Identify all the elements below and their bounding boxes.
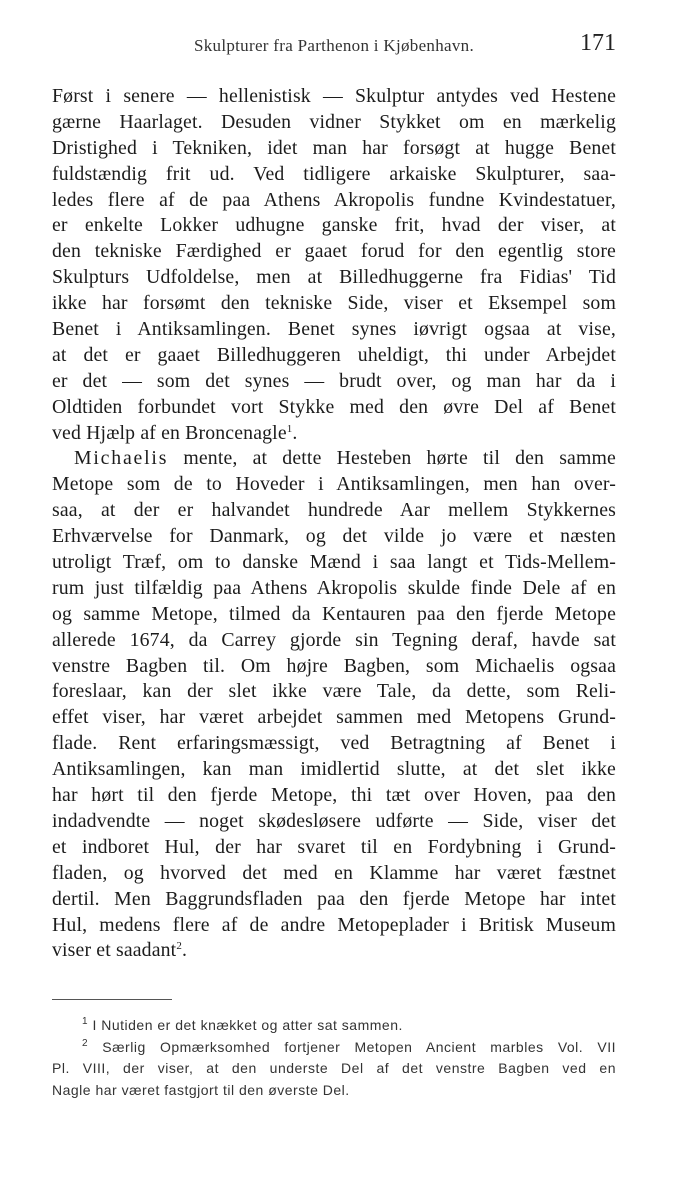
text-line: fuldstændig frit ud. Ved tidligere arkaiske Skulpturer, saa- bbox=[52, 162, 616, 185]
footnote-text: Særlig Opmærksomhed fortjener Metopen Ancient marbles Vol. VII bbox=[88, 1038, 616, 1055]
text-line: Metope som de to Hoveder i Antiksamlingen, men han over- bbox=[52, 473, 616, 496]
text-line: Benet i Antiksamlingen. Benet synes iøvrigt ogsaa at vise, bbox=[52, 318, 616, 341]
text-line: utroligt Træf, om to danske Mænd i saa langt et Tids-Mellem- bbox=[52, 551, 616, 574]
author-name-spaced: Michaelis bbox=[74, 447, 169, 470]
text-line: venstre Bagben til. Om højre Bagben, som Michaelis ogsaa bbox=[52, 654, 616, 677]
footnote-reference-2: 2 bbox=[176, 940, 182, 953]
text-line: fladen, og hvorved det med en Klamme har været fæstnet bbox=[52, 861, 616, 884]
page-number: 171 bbox=[580, 30, 616, 56]
text-line: og samme Metope, tilmed da Kentauren paa den fjerde Metope bbox=[52, 602, 616, 625]
text-line: er det — som det synes — brudt over, og man har da i bbox=[52, 369, 616, 392]
text-line: gærne Haarlaget. Desuden vidner Stykket om en mærkelig bbox=[52, 110, 616, 133]
text-segment: . bbox=[182, 939, 188, 962]
text-line: allerede 1674, da Carrey gjorde sin Tegning deraf, havde sat bbox=[52, 628, 616, 651]
text-segment: viser et saadant bbox=[52, 939, 177, 962]
text-segment: ved Hjælp af en Broncenagle bbox=[52, 421, 287, 444]
text-line: Oldtiden forbundet vort Stykke med den øvre Del af Benet bbox=[52, 395, 616, 418]
body-text bbox=[52, 84, 616, 964]
text-segment: mente, at dette Hesteben hørte til den samme bbox=[168, 447, 616, 470]
text-line: dertil. Men Baggrundsfladen paa den fjerde Metope har intet bbox=[52, 887, 616, 910]
text-line: foreslaar, kan der slet ikke være Tale, da dette, som Reli- bbox=[52, 680, 616, 703]
text-line-paragraph-end bbox=[52, 421, 616, 447]
text-line: ikke har forsømt den tekniske Side, viser et Eksempel som bbox=[52, 292, 616, 315]
footnote-text: I Nutiden er det knækket og atter sat sammen. bbox=[88, 1017, 403, 1034]
text-line: et indboret Hul, der har svaret til en Fordybning i Grund- bbox=[52, 835, 616, 858]
text-line-paragraph-end bbox=[52, 938, 616, 964]
footnote-marker-1: 1 bbox=[82, 1016, 89, 1028]
footnote-2 bbox=[52, 1037, 616, 1059]
text-line: ledes flere af de paa Athens Akropolis fundne Kvindestatuer, bbox=[52, 188, 616, 211]
text-line: den tekniske Færdighed er gaaet forud for den egentlig store bbox=[52, 240, 616, 263]
text-line: rum just tilfældig paa Athens Akropolis skulde finde Dele af en bbox=[52, 576, 616, 599]
book-page bbox=[52, 30, 616, 1101]
footnote-divider bbox=[52, 999, 172, 1000]
footnotes bbox=[52, 1015, 616, 1101]
running-title: Skulpturer fra Parthenon i Kjøbenhavn. bbox=[193, 36, 475, 55]
text-line: saa, at der er halvandet hundrede Aar mellem Stykkernes bbox=[52, 499, 616, 522]
text-line: flade. Rent erfaringsmæssigt, ved Betragtning af Benet i bbox=[52, 732, 616, 755]
footnote-2-continued: Pl. VIII, der viser, at den underste Del af det venstre Bagben ved en bbox=[52, 1060, 616, 1077]
text-line-paragraph-start bbox=[52, 446, 616, 472]
text-line: Hul, medens flere af de andre Metopeplader i Britisk Museum bbox=[52, 913, 616, 936]
text-line: at det er gaaet Billedhuggeren uheldigt, thi under Arbejdet bbox=[52, 343, 616, 366]
text-line: indadvendte — noget skødesløsere udførte — Side, viser det bbox=[52, 809, 616, 832]
text-line: Dristighed i Tekniken, idet man har forsøgt at hugge Benet bbox=[52, 136, 616, 159]
text-line: Først i senere — hellenistisk — Skulptur antydes ved Hestene bbox=[52, 85, 616, 107]
text-line: Skulpturs Udfoldelse, men at Billedhuggerne fra Fidias' Tid bbox=[52, 266, 616, 289]
footnote-1 bbox=[52, 1015, 616, 1037]
text-segment: . bbox=[292, 421, 298, 444]
footnote-marker-2: 2 bbox=[82, 1037, 89, 1049]
text-line: Antiksamlingen, kan man imidlertid slutte, at det slet ikke bbox=[52, 758, 616, 781]
page-header bbox=[52, 30, 616, 64]
text-line: er enkelte Lokker udhugne ganske frit, hvad der viser, at bbox=[52, 214, 616, 237]
footnote-2-continued: Nagle har været fastgjort til den øverste Del. bbox=[52, 1081, 350, 1098]
text-line: Erhværvelse for Danmark, og det vilde jo være et næsten bbox=[52, 525, 616, 548]
text-line: har hørt til den fjerde Metope, thi tæt over Hoven, paa den bbox=[52, 784, 616, 807]
footnote-reference-1: 1 bbox=[286, 422, 293, 435]
text-line: effet viser, har været arbejdet sammen med Metopens Grund- bbox=[52, 706, 616, 729]
